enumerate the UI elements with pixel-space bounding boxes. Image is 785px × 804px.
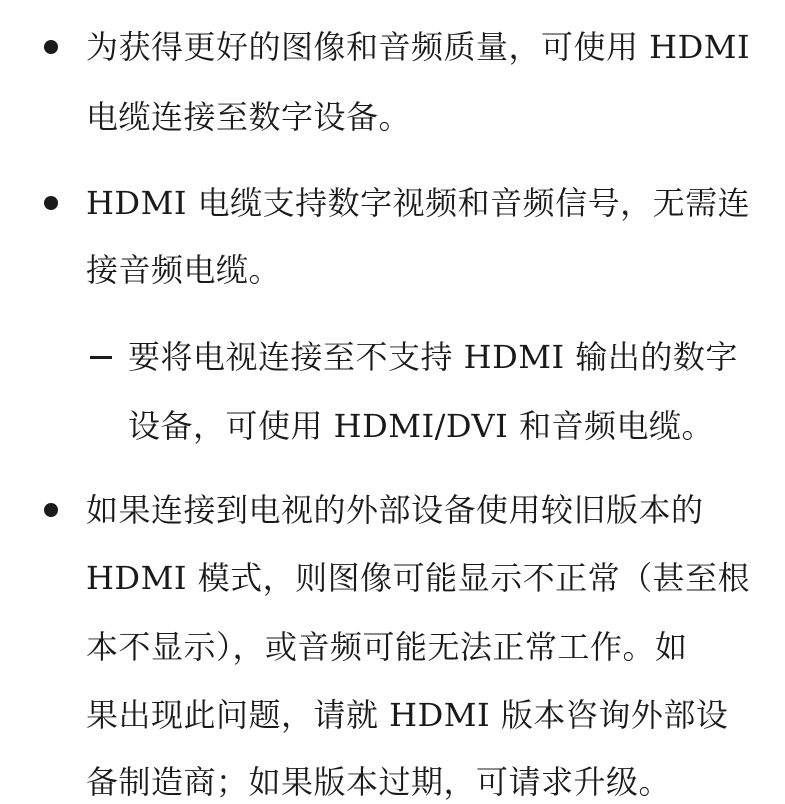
bullet-text-line: 电缆连接至数字设备。 — [86, 98, 412, 136]
bullet-text-line: HDMI 电缆支持数字视频和音频信号，无需连 — [86, 184, 751, 222]
bullet-text-line: 为获得更好的图像和音频质量，可使用 HDMI — [86, 28, 751, 66]
bullet-text-line: 接音频电缆。 — [86, 251, 282, 289]
bullet-text-line: 如果连接到电视的外部设备使用较旧版本的 — [86, 491, 704, 529]
bullet-text-line: 备制造商；如果版本过期，可请求升级。 — [86, 763, 672, 801]
bullet-text-line: 本不显示），或音频可能无法正常工作。如 — [86, 628, 688, 666]
dash-text-line: 设备，可使用 HDMI/DVI 和音频电缆。 — [128, 407, 714, 445]
bullet-icon — [44, 40, 58, 54]
bullet-icon — [44, 196, 58, 210]
bullet-text-line: 果出现此问题，请就 HDMI 版本咨询外部设 — [86, 696, 729, 734]
dash-text-line: 要将电视连接至不支持 HDMI 输出的数字 — [128, 338, 738, 376]
dash-icon — [90, 356, 112, 359]
bullet-text-line: HDMI 模式，则图像可能显示不正常（甚至根 — [86, 559, 751, 597]
bullet-icon — [44, 503, 58, 517]
